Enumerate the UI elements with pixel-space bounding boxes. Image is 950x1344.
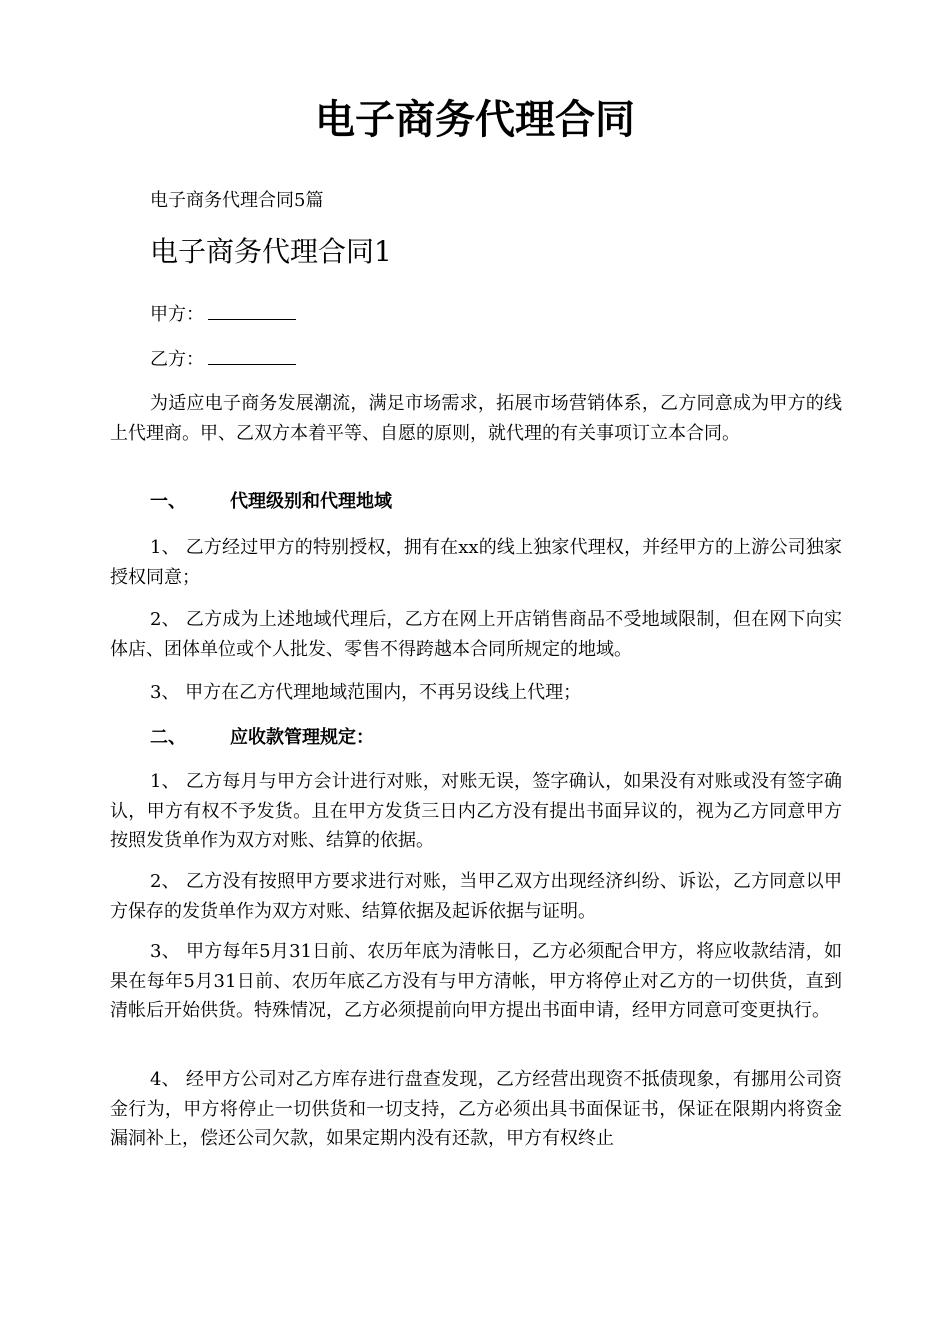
clause-1-heading — [150, 489, 392, 515]
party-b-line — [150, 347, 296, 373]
clause-2-number: 二、 — [150, 727, 186, 748]
clause-1-item-3: 3、 甲方在乙方代理地域范围内，不再另设线上代理； — [150, 682, 582, 703]
clause-2-item-1: 1、 乙方每月与甲方会计进行对账，对账无误，签字确认，如果没有对账或没有签字确认，甲方有权不予发货。且在甲方发货三日内乙方没有提出书面异议的，视为乙方同意甲方按照发货单作为双方对账、结算的依据。 — [110, 771, 842, 851]
clause-2-item-2: 2、 乙方没有按照甲方要求进行对账，当甲乙双方出现经济纠纷、诉讼，乙方同意以甲方保存的发货单作为双方对账、结算依据及起诉依据与证明。 — [110, 871, 842, 922]
clause-1-item-1: 1、 乙方经过甲方的特别授权，拥有在xx的线上独家代理权，并经甲方的上游公司独家授权同意； — [110, 537, 842, 588]
section-heading: 电子商务代理合同1 — [150, 235, 392, 268]
clause-2-item-3: 3、 甲方每年5月31日前、农历年底为清帐日，乙方必须配合甲方，将应收款结清，如果在每年5月31日前、农历年底乙方没有与甲方清帐，甲方将停止对乙方的一切供货，直到清帐后开始供货。特殊情况，乙方必须提前向甲方提出书面申请，经甲方同意可变更执行。 — [110, 941, 842, 1021]
document-subtitle: 电子商务代理合同5篇 — [150, 190, 324, 211]
clause-2-heading — [150, 725, 374, 751]
clause-2-item-4: 4、 经甲方公司对乙方库存进行盘查发现，乙方经营出现资不抵债现象，有挪用公司资金行为，甲方将停止一切供货和一切支持，乙方必须出具书面保证书，保证在限期内将资金漏洞补上，偿还公司欠款，如果定期内没有还款，甲方有权终止 — [110, 1069, 842, 1149]
intro-paragraph: 为适应电子商务发展潮流，满足市场需求，拓展市场营销体系，乙方同意成为甲方的线上代理商。甲、乙双方本着平等、自愿的原则，就代理的有关事项订立本合同。 — [110, 393, 842, 444]
clause-1-number: 一、 — [150, 491, 186, 512]
party-b-blank — [208, 348, 296, 365]
party-a-line — [150, 302, 296, 328]
document-title: 电子商务代理合同 — [315, 97, 635, 143]
party-a-blank — [208, 303, 296, 320]
clause-1-title: 代理级别和代理地域 — [230, 491, 392, 512]
clause-1-item-2: 2、 乙方成为上述地域代理后，乙方在网上开店销售商品不受地域限制，但在网下向实体店、团体单位或个人批发、零售不得跨越本合同所规定的地域。 — [110, 609, 842, 660]
clause-2-title: 应收款管理规定： — [230, 727, 374, 748]
party-b-label: 乙方： — [150, 349, 204, 370]
party-a-label: 甲方： — [150, 304, 204, 325]
